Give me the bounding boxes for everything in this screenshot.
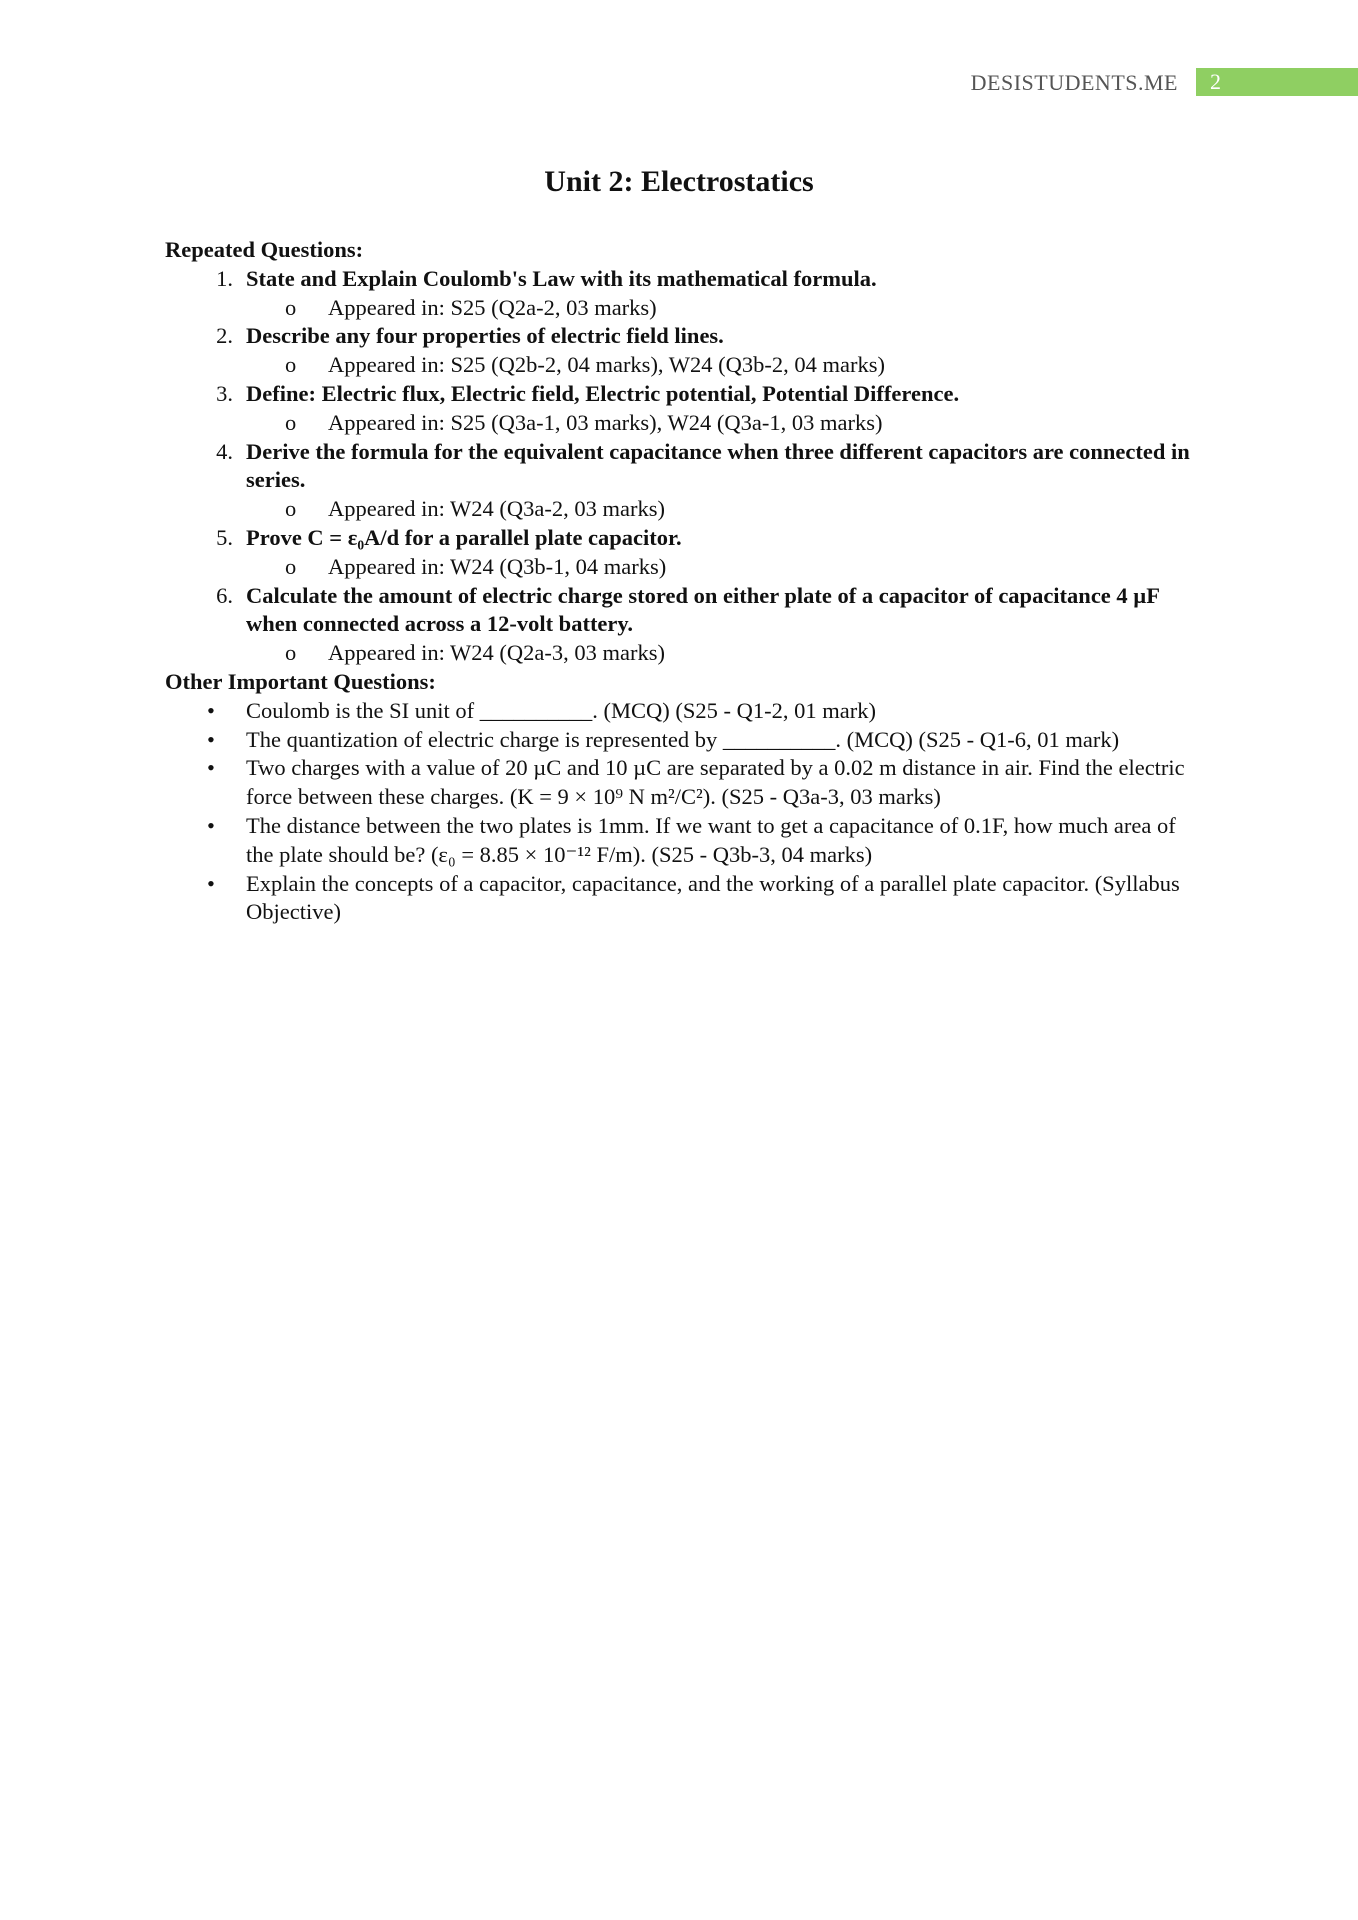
sub-bullet: o: [285, 553, 297, 579]
bullet: •: [207, 870, 215, 896]
list-item: [165, 726, 1205, 755]
list-item-text: Two charges with a value of 20 µC and 10 µC are separated by a 0.02 m distance in air. Find the electric force between these charges. (K = 9 × 10⁹ N m²/C²). (S25 - Q3a-3, 03 marks): [246, 755, 1185, 810]
list-item-text: Explain the concepts of a capacitor, capacitance, and the working of a parallel plate capacitor. (Syllabus Objective): [246, 870, 1180, 925]
header-site-name: DESISTUDENTS.ME: [970, 70, 1178, 95]
list-item: [165, 697, 1205, 726]
question-text: Prove C = ε₀A/d for a parallel plate capacitor.: [246, 524, 682, 550]
sub-bullet: o: [285, 640, 297, 666]
appeared-item: [165, 351, 1205, 380]
question-number: 2.: [216, 323, 233, 349]
appeared-text: Appeared in: S25 (Q3a-1, 03 marks), W24 (Q3a-1, 03 marks): [328, 409, 883, 435]
question-number: 1.: [216, 265, 233, 291]
question-number: 4.: [216, 438, 233, 464]
repeated-questions-heading: Repeated Questions:: [165, 237, 364, 262]
bullet: •: [207, 697, 215, 723]
question-item: [165, 524, 1205, 553]
list-item: [165, 870, 1205, 928]
list-item-text: The quantization of electric charge is represented by __________. (MCQ) (S25 - Q1-6, 01 mark): [246, 726, 1120, 752]
question-item: [165, 265, 1205, 294]
appeared-item: [165, 495, 1205, 524]
question-item: [165, 380, 1205, 409]
list-item-text: The distance between the two plates is 1mm. If we want to get a capacitance of 0.1F, how much area of the plate should be? (ε₀ = 8.85 × 10⁻¹² F/m). (S25 - Q3b-3, 04 marks): [246, 812, 1176, 867]
bullet: •: [207, 726, 215, 752]
question-text: Define: Electric flux, Electric field, Electric potential, Potential Difference.: [246, 380, 960, 406]
other-questions-heading: Other Important Questions:: [165, 668, 436, 694]
appeared-text: Appeared in: W24 (Q3b-1, 04 marks): [328, 553, 667, 579]
sub-bullet: o: [285, 352, 297, 378]
question-text: Calculate the amount of electric charge stored on either plate of a capacitor of capacitance 4 µF when connected across a 12-volt battery.: [246, 582, 1160, 637]
bullet: •: [207, 755, 215, 781]
sub-bullet: o: [285, 294, 297, 320]
list-item-text: Coulomb is the SI unit of __________. (MCQ) (S25 - Q1-2, 01 mark): [246, 697, 876, 723]
appeared-text: Appeared in: W24 (Q2a-3, 03 marks): [328, 640, 665, 666]
appeared-text: Appeared in: S25 (Q2a-2, 03 marks): [328, 294, 657, 320]
list-item: [165, 812, 1205, 870]
question-text: Derive the formula for the equivalent capacitance when three different capacitors are connected in series.: [246, 438, 1190, 493]
appeared-text: Appeared in: W24 (Q3a-2, 03 marks): [328, 496, 665, 522]
question-text: Describe any four properties of electric field lines.: [246, 323, 724, 349]
question-number: 5.: [216, 524, 233, 550]
list-item: [165, 754, 1205, 812]
question-number: 6.: [216, 582, 233, 608]
page-title: Unit 2: Electrostatics: [544, 165, 814, 198]
appeared-item: [165, 639, 1205, 668]
page-number-badge: 2: [1196, 68, 1358, 96]
appeared-item: [165, 409, 1205, 438]
question-item: [165, 322, 1205, 351]
question-number: 3.: [216, 380, 233, 406]
question-item: [165, 438, 1205, 496]
question-item: [165, 582, 1205, 640]
sub-bullet: o: [285, 496, 297, 522]
sub-bullet: o: [285, 409, 297, 435]
appeared-item: [165, 553, 1205, 582]
content: [165, 236, 1205, 927]
appeared-text: Appeared in: S25 (Q2b-2, 04 marks), W24 (Q3b-2, 04 marks): [328, 352, 885, 378]
appeared-item: [165, 294, 1205, 323]
question-text: State and Explain Coulomb's Law with its mathematical formula.: [246, 265, 877, 291]
bullet: •: [207, 812, 215, 838]
